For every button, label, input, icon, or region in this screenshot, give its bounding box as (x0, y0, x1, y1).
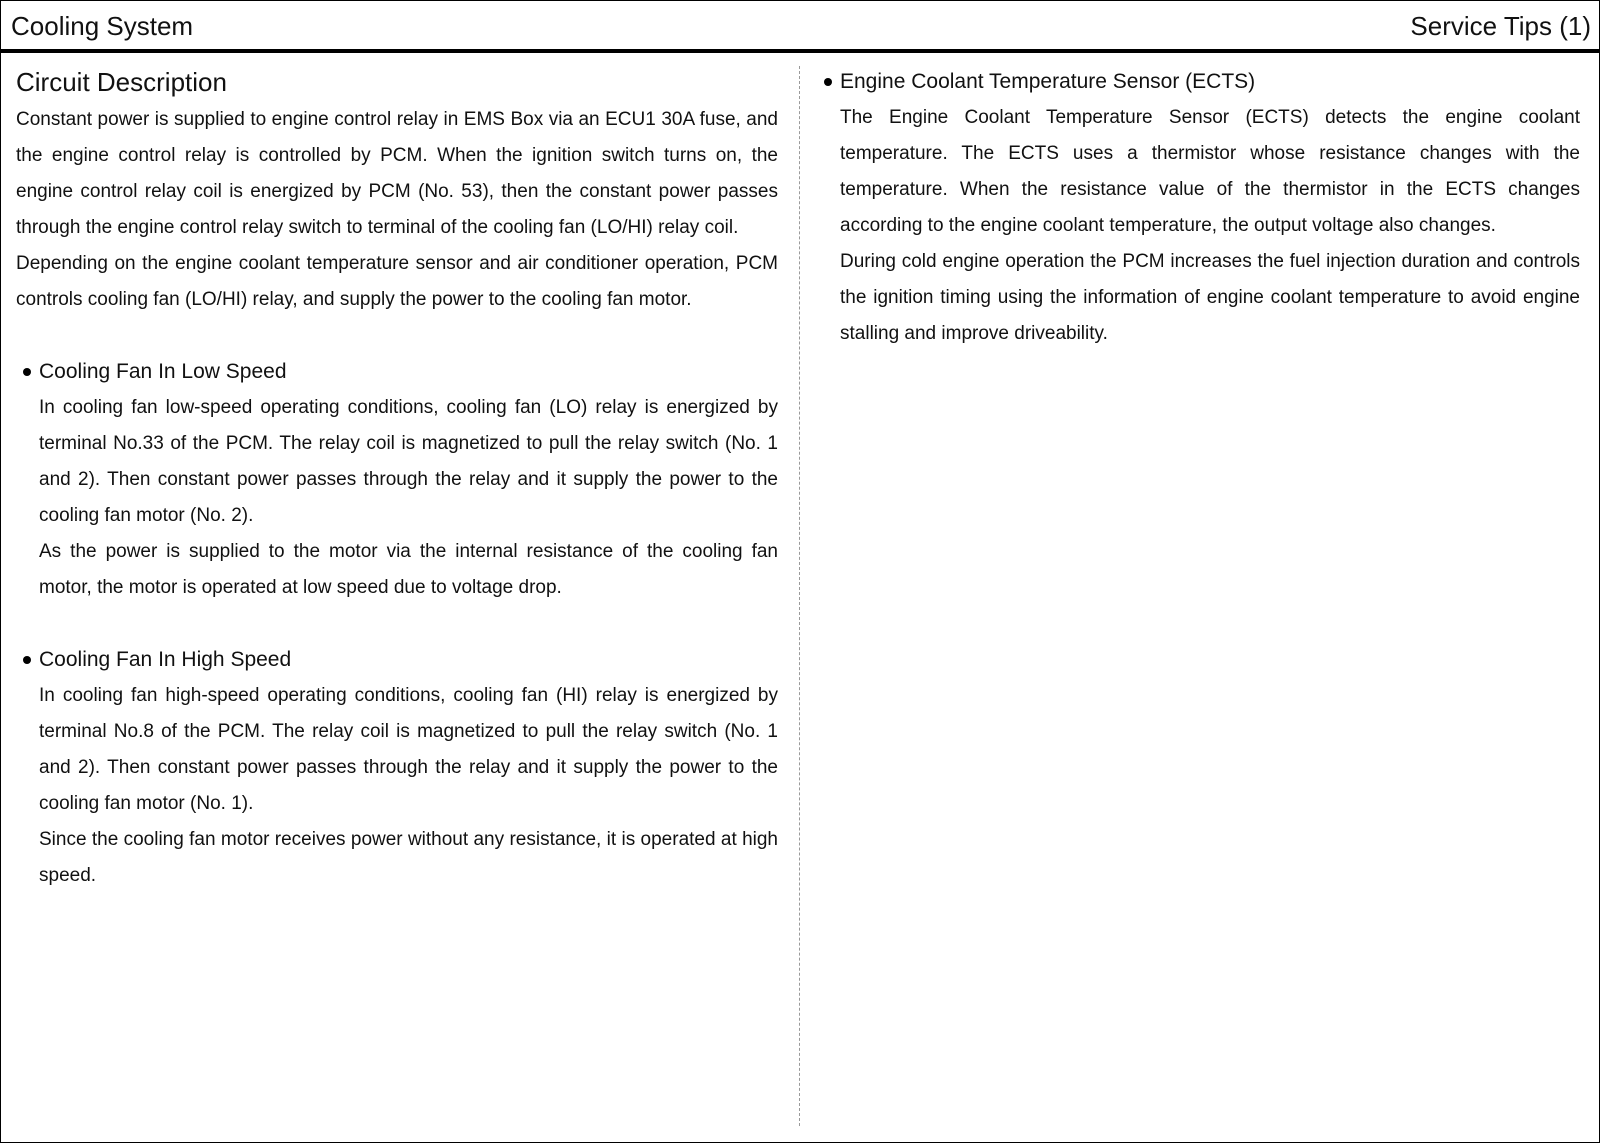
high-speed-paragraph: Since the cooling fan motor receives power without any resistance, it is operated at high speed. (39, 829, 778, 886)
low-speed-body (16, 390, 778, 606)
bullet-icon (824, 78, 832, 86)
right-column (816, 62, 1580, 352)
intro-paragraph: Depending on the engine coolant temperature sensor and air conditioner operation, PCM controls cooling fan (LO/HI) relay, and supply the power to the cooling fan motor. (16, 253, 778, 310)
ects-body (816, 100, 1580, 352)
spacer (16, 318, 778, 354)
high-speed-heading-text: Cooling Fan In High Speed (39, 648, 292, 671)
high-speed-body (16, 678, 778, 894)
low-speed-paragraph: As the power is supplied to the motor via the internal resistance of the cooling fan motor, the motor is operated at low speed due to voltage drop. (39, 541, 778, 598)
low-speed-heading-text: Cooling Fan In Low Speed (39, 360, 287, 383)
spacer (16, 606, 778, 642)
intro-paragraph: Constant power is supplied to engine control relay in EMS Box via an ECU1 30A fuse, and the engine control relay is controlled by PCM. When the ignition switch turns on, the engine control relay coil is energized by PCM (No. 53), then the constant power passes through the engine control relay switch to terminal of the cooling fan (LO/HI) relay coil. (16, 109, 778, 238)
ects-paragraph: During cold engine operation the PCM increases the fuel injection duration and controls the ignition timing using the information of engine coolant temperature to avoid engine stalling and improve driveability. (840, 251, 1580, 344)
column-divider (799, 66, 800, 1126)
low-speed-paragraph: In cooling fan low-speed operating conditions, cooling fan (LO) relay is energized by terminal No.33 of the PCM. The relay coil is magnetized to pull the relay switch (No. 1 and 2). Then constant power passes through the relay and it supply the power to the cooling fan motor (No. 2). (39, 397, 778, 526)
low-speed-heading (16, 354, 778, 390)
ects-heading-text: Engine Coolant Temperature Sensor (ECTS) (840, 70, 1256, 93)
bullet-icon (23, 656, 31, 664)
page-label: Service Tips (1) (1410, 11, 1591, 41)
high-speed-paragraph: In cooling fan high-speed operating conditions, cooling fan (HI) relay is energized by terminal No.8 of the PCM. The relay coil is magnetized to pull the relay switch (No. 1 and 2). Then constant power passes through the relay and it supply the power to the cooling fan motor (No. 1). (39, 685, 778, 814)
ects-heading (816, 64, 1580, 100)
left-column (16, 62, 778, 894)
high-speed-heading (16, 642, 778, 678)
bullet-icon (23, 368, 31, 376)
ects-paragraph: The Engine Coolant Temperature Sensor (ECTS) detects the engine coolant temperature. The ECTS uses a thermistor whose resistance changes with the temperature. When the resistance value of the thermistor in the ECTS changes according to the engine coolant temperature, the output voltage also changes. (840, 107, 1580, 236)
section-title-circuit-description: Circuit Description (16, 67, 227, 97)
chapter-title: Cooling System (11, 11, 194, 41)
page-header (1, 1, 1599, 53)
